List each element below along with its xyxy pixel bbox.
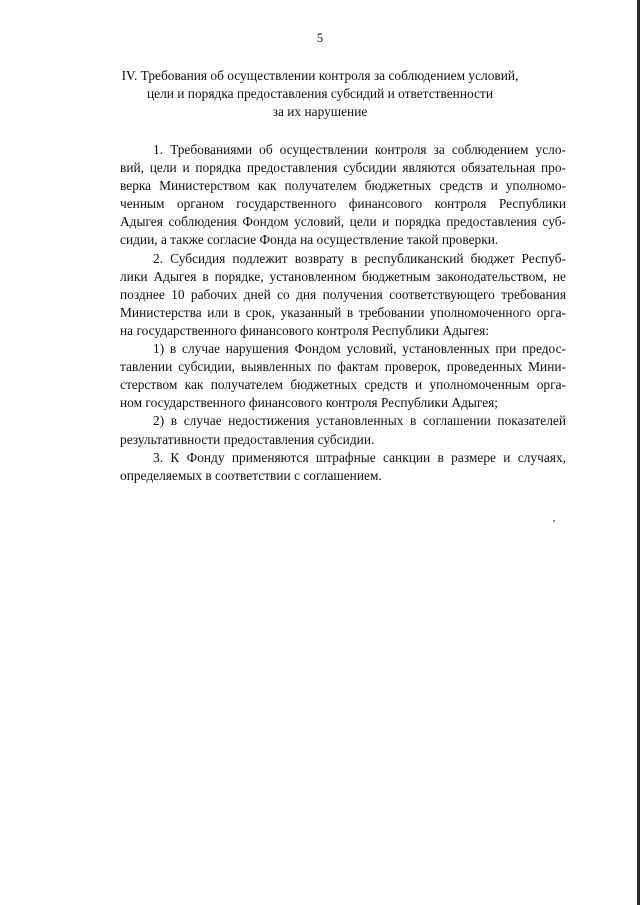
text-line: стерством как получателем бюджетных средств и уполномоченным орга- [120, 377, 566, 393]
paragraph-3 [87, 449, 566, 485]
text-line: вий, цели и порядка предоставления субсидии являются обязательная про- [120, 160, 566, 176]
scan-speck [553, 520, 555, 522]
heading-line: за их нарушение [272, 104, 368, 119]
text-line: сидии, а также согласие Фонда на осуществление такой проверки. [120, 232, 499, 248]
text-line: на государственного финансового контроля Республики Адыгея: [120, 322, 490, 338]
text-line: 2. Субсидия подлежит возврату в республиканский бюджет Респуб- [153, 250, 566, 266]
text-line: 2) в случае недостижения установленных в соглашении показателей [153, 413, 566, 429]
heading-line: IV. Требования об осуществлении контроля за соблюдением условий, [121, 68, 519, 83]
text-line: верка Министерством как получателем бюджетных средств и уполномо- [120, 178, 566, 194]
text-line: 3. К Фонду применяются штрафные санкции в размере и случаях, [153, 449, 566, 465]
text-line: лики Адыгея в порядке, установленном бюджетным законодательством, не [120, 268, 566, 284]
text-line: определяемых в соответствии с соглашением. [120, 467, 382, 483]
section-heading [60, 67, 580, 121]
text-line: ченным органом государственного финансового контроля Республики [120, 196, 566, 212]
text-line: тавлении субсидии, выявленных по фактам проверок, проведенных Мини- [120, 359, 566, 375]
text-line: 1) в случае нарушения Фондом условий, установленных при предос- [153, 341, 566, 357]
page-number: 5 [316, 31, 324, 45]
paragraph-2 [87, 250, 566, 340]
subitem-1 [87, 340, 566, 412]
text-line: Адыгея соблюдения Фондом условий, цели и порядка предоставления суб- [120, 214, 566, 230]
text-line: результативности предоставления субсидии. [120, 431, 375, 447]
paragraph-1 [87, 141, 566, 250]
heading-line: цели и порядка предоставления субсидий и ответственности [146, 86, 494, 101]
text-line: 1. Требованиями об осуществлении контроля за соблюдением усло- [153, 142, 566, 157]
text-line: ном государственного финансового контроля Республики Адыгея; [120, 395, 499, 411]
subitem-2 [87, 412, 566, 448]
text-line: позднее 10 рабочих дней со дня получения соответствующего требования [120, 286, 566, 302]
section-body [87, 141, 566, 485]
text-line: Министерства или в срок, указанный в требовании уполномоченного орга- [120, 304, 566, 320]
